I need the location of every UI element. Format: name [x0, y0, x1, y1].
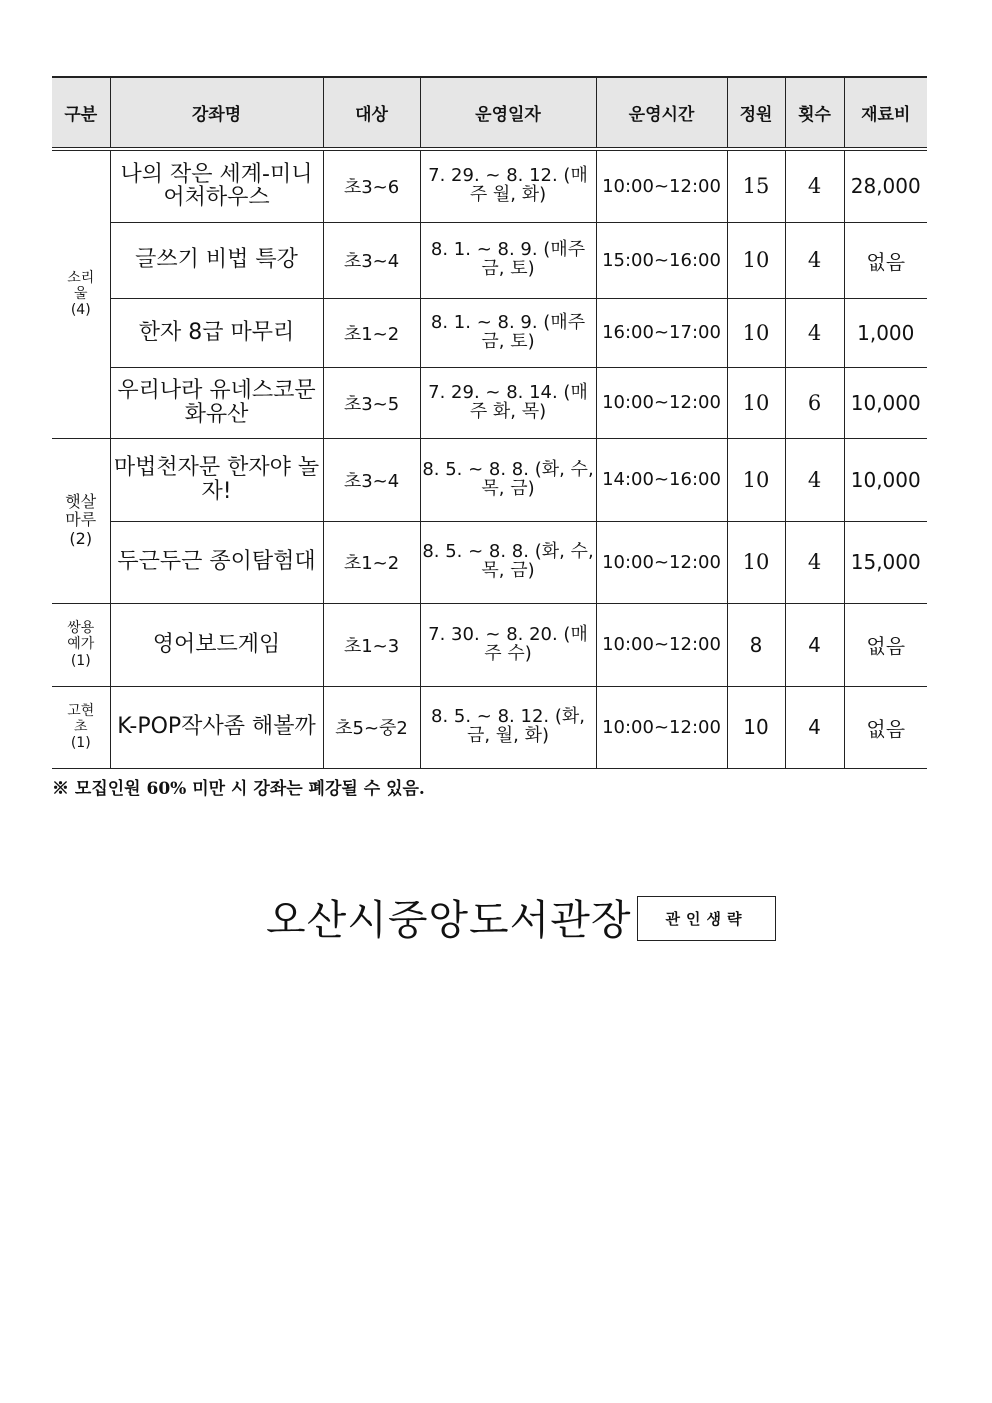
- header-dates: 운영일자: [420, 77, 596, 149]
- dates-cell: 7. 29. ~ 8. 12. (매주 월, 화): [420, 149, 596, 222]
- fee-cell: 15,000: [844, 521, 927, 603]
- table-header-row: [52, 77, 927, 149]
- capacity-cell: 10: [727, 222, 785, 298]
- sessions-cell: 4: [785, 222, 844, 298]
- capacity-cell: 15: [727, 149, 785, 222]
- dates-cell: 8. 5. ~ 8. 12. (화, 금, 월, 화): [420, 686, 596, 768]
- time-cell: 10:00~12:00: [596, 603, 727, 686]
- sessions-cell: 4: [785, 603, 844, 686]
- time-cell: 14:00~16:00: [596, 438, 727, 521]
- header-category: 구분: [52, 77, 110, 149]
- time-cell: 15:00~16:00: [596, 222, 727, 298]
- capacity-cell: 10: [727, 298, 785, 367]
- header-target: 대상: [323, 77, 420, 149]
- seal-omitted-box: 관인생략: [637, 896, 776, 941]
- table-row: [52, 367, 927, 438]
- category-cell: 쌍용예가(1): [52, 603, 110, 686]
- dates-cell: 7. 30. ~ 8. 20. (매주 수): [420, 603, 596, 686]
- capacity-cell: 10: [727, 367, 785, 438]
- target-cell: 초1~3: [323, 603, 420, 686]
- course-name: 글쓰기 비법 특강: [110, 222, 323, 298]
- course-name: 한자 8급 마무리: [110, 298, 323, 367]
- course-name: 나의 작은 세계-미니어처하우스: [110, 149, 323, 222]
- table-row: [52, 438, 927, 521]
- dates-cell: 8. 5. ~ 8. 8. (화, 수, 목, 금): [420, 438, 596, 521]
- fee-cell: 없음: [844, 222, 927, 298]
- sessions-cell: 4: [785, 298, 844, 367]
- header-fee: 재료비: [844, 77, 927, 149]
- dates-cell: 8. 1. ~ 8. 9. (매주 금, 토): [420, 222, 596, 298]
- time-cell: 10:00~12:00: [596, 521, 727, 603]
- target-cell: 초3~5: [323, 367, 420, 438]
- capacity-cell: 10: [727, 686, 785, 768]
- program-table: [52, 76, 927, 769]
- target-cell: 초3~4: [323, 438, 420, 521]
- table-row: [52, 298, 927, 367]
- table-row: [52, 149, 927, 222]
- category-cell: 고현초(1): [52, 686, 110, 768]
- course-name: 두근두근 종이탐험대: [110, 521, 323, 603]
- fee-cell: 1,000: [844, 298, 927, 367]
- course-name: 영어보드게임: [110, 603, 323, 686]
- signoff: [266, 892, 786, 948]
- target-cell: 초5~중2: [323, 686, 420, 768]
- course-name: 우리나라 유네스코문화유산: [110, 367, 323, 438]
- sessions-cell: 4: [785, 438, 844, 521]
- fee-cell: 28,000: [844, 149, 927, 222]
- capacity-cell: 10: [727, 438, 785, 521]
- dates-cell: 7. 29. ~ 8. 14. (매주 화, 목): [420, 367, 596, 438]
- organization-name: 오산시중앙도서관장: [266, 896, 632, 944]
- category-cell: 햇살마루(2): [52, 438, 110, 603]
- dates-cell: 8. 1. ~ 8. 9. (매주 금, 토): [420, 298, 596, 367]
- fee-cell: 없음: [844, 603, 927, 686]
- header-time: 운영시간: [596, 77, 727, 149]
- table-row: [52, 686, 927, 768]
- fee-cell: 10,000: [844, 438, 927, 521]
- target-cell: 초3~6: [323, 149, 420, 222]
- category-cell: 소리울(4): [52, 149, 110, 438]
- time-cell: 16:00~17:00: [596, 298, 727, 367]
- header-course: 강좌명: [110, 77, 323, 149]
- time-cell: 10:00~12:00: [596, 367, 727, 438]
- capacity-cell: 8: [727, 603, 785, 686]
- capacity-cell: 10: [727, 521, 785, 603]
- target-cell: 초1~2: [323, 521, 420, 603]
- fee-cell: 10,000: [844, 367, 927, 438]
- target-cell: 초3~4: [323, 222, 420, 298]
- header-sessions: 횟수: [785, 77, 844, 149]
- sessions-cell: 4: [785, 149, 844, 222]
- dates-cell: 8. 5. ~ 8. 8. (화, 수, 목, 금): [420, 521, 596, 603]
- table-row: [52, 222, 927, 298]
- fee-cell: 없음: [844, 686, 927, 768]
- cancellation-note: ※ 모집인원 60% 미만 시 강좌는 폐강될 수 있음.: [52, 779, 425, 799]
- sessions-cell: 4: [785, 686, 844, 768]
- table-row: [52, 521, 927, 603]
- target-cell: 초1~2: [323, 298, 420, 367]
- time-cell: 10:00~12:00: [596, 149, 727, 222]
- course-name: 마법천자문 한자야 놀자!: [110, 438, 323, 521]
- sessions-cell: 4: [785, 521, 844, 603]
- time-cell: 10:00~12:00: [596, 686, 727, 768]
- sessions-cell: 6: [785, 367, 844, 438]
- course-name: K-POP작사좀 해볼까: [110, 686, 323, 768]
- header-capacity: 정원: [727, 77, 785, 149]
- table-row: [52, 603, 927, 686]
